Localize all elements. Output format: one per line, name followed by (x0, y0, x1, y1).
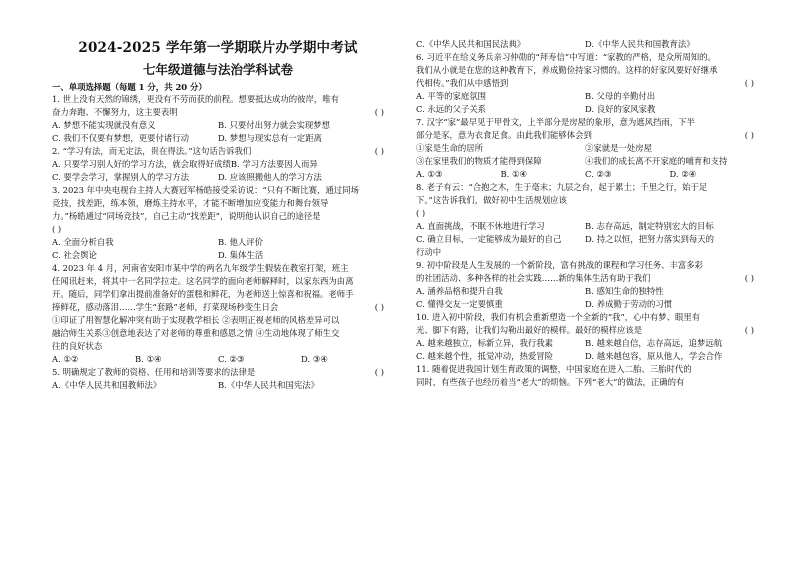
option-b: B. 越来越自信，志存高远，追梦远航 (585, 338, 723, 348)
option-b: B.《中华人民共和国宪法》 (218, 380, 319, 390)
question-8-paren: ( ) (416, 208, 426, 218)
question-8-tail: 行动中 (416, 247, 442, 257)
option-a: A. ①② (52, 354, 79, 364)
question-8-options-cd (416, 233, 754, 246)
option-a: A. 直面挑战，不眠不休地进行学习 (416, 221, 545, 231)
question-9-line-1: 9. 初中阶段是人生发展的一个新阶段，富有挑战的课程和学习任务、丰富多彩 (416, 260, 704, 270)
question-4-line-2: 任闻讯赶来，将其中一名同学拉走。这名同学的面向老师解释时，以家东西为由离 (52, 276, 354, 286)
option-d: D. ②④ (669, 169, 697, 179)
option-d: D. 越来越包容，原从他人，学会合作 (585, 351, 723, 361)
option-a: A. 梦想不能实现就没有意义 (52, 120, 156, 130)
option-c: C. 懂得交友一定要慎重 (416, 299, 503, 309)
item-2: ②家就是一处房屋 (585, 143, 652, 153)
question-7-options (416, 168, 754, 181)
option-b: B. ①④ (500, 169, 527, 179)
question-2-options-ab (52, 158, 384, 171)
exam-title: 2024-2025 学年第一学期联片办学期中考试 (78, 40, 358, 56)
question-11-line-2: 同时，有些孩子也经历着当“老大”的烦恼。下列“老大”的做法，正确的有 (416, 377, 685, 387)
option-d: D. ③④ (301, 354, 328, 364)
option-c: C. 要学会学习，掌握别人的学习方法 (52, 172, 190, 182)
option-d: D. 持之以恒，把努力落实到每天的 (585, 234, 714, 244)
option-b: B. 他人评价 (218, 237, 263, 247)
left-column (52, 0, 384, 561)
option-c: C. 永远的父子关系 (416, 104, 487, 114)
question-8-line-2: 下。”这告诉我们，做好初中生活规划应该 (416, 195, 567, 205)
question-4-options (52, 353, 384, 366)
question-7-line-2: 部分是豕，意为衣食足食。由此我们能够体会到 ( ) (416, 130, 754, 140)
question-6-line-3: 代相传。”我们从中感悟到 ( ) (416, 78, 754, 88)
question-2-line-1: 2. “学习有法，而无定法，贵在得法。”这句话告诉我们 ( ) (52, 146, 384, 156)
option-a: A. 平等的家庭氛围 (416, 91, 486, 101)
question-10-line-2: 光、脚下有路，让我们勾勒出最好的模样。最好的模样应该是 ( ) (416, 325, 754, 335)
option-b: B. 志存高远，制定特别宏大的目标 (585, 221, 714, 231)
question-4-item-line-2: 融洽师生关系③创意地表达了对老师的尊重和感恩之情 ④生动地体现了师生交 (52, 328, 340, 338)
option-a: A. 全面分析自我 (52, 237, 114, 247)
option-d: D. 应该照搬他人的学习方法 (218, 172, 322, 182)
option-a: A.《中华人民共和国教师法》 (52, 380, 162, 390)
answer-paren: ( ) (374, 146, 384, 156)
option-a: A. 只要学习别人好的学习方法，就会取得好成绩 (52, 159, 231, 169)
question-9-options-cd (416, 298, 754, 311)
option-d: D.《中华人民共和国教育法》 (585, 39, 695, 49)
option-b: B. 父母的辛勤付出 (585, 91, 656, 101)
question-4-item-line-1: ①印证了用智慧化解冲突有助于实现教学相长 ②表明正视老师的风格差异可以 (52, 315, 340, 325)
question-9-options-ab (416, 285, 754, 298)
answer-paren: ( ) (744, 130, 754, 140)
question-3-line-1: 3. 2023 年中央电视台主持人大赛冠军杨皓接受采访说：“只有不断比赛，通过同场 (52, 185, 359, 195)
question-7-line-1: 7. 汉字“家”最早见于甲骨文，上半部分是房屋的象形，意为遮风挡雨，下半 (416, 117, 695, 127)
answer-paren: ( ) (744, 325, 754, 335)
question-10-line-1: 10. 进入初中阶段，我们有机会重新塑造一个全新的“我”，心中有梦、眼里有 (416, 312, 701, 322)
item-1: ①家是生命的居所 (416, 143, 483, 153)
option-c: C. 确立目标，一定能够成为最好的自己 (416, 234, 562, 244)
question-3-options-ab (52, 236, 384, 249)
question-5-options-cd (416, 38, 754, 51)
question-5-line-1: 5. 明确规定了教师的资格、任用和培训等要求的法律是 ( ) (52, 367, 384, 377)
option-a: A. 涵养品格和提升自我 (416, 286, 503, 296)
answer-paren: ( ) (374, 107, 384, 117)
question-5-options-ab (52, 379, 384, 392)
question-8-line-1: 8. 老子有云：“合抱之木，生于毫末；九层之台，起于累土；千里之行，始于足 (416, 182, 708, 192)
option-b: B. 学习方法要因人而异 (230, 159, 318, 169)
option-a: A. ①③ (416, 169, 443, 179)
question-6-options-cd (416, 103, 754, 116)
question-7-items-12 (416, 142, 754, 155)
option-d: D. 养成勤于劳动的习惯 (585, 299, 673, 309)
option-b: B. 只要付出努力就会实现梦想 (218, 120, 330, 130)
question-6-line-1: 6. 习近平在给义务兵亲习仲勋的“拜寿信”中写道：“家教的严格，是众所周知的。 (416, 52, 716, 62)
option-c: C. ②③ (218, 354, 245, 364)
question-10-options-ab (416, 337, 754, 350)
option-c: C.《中华人民共和国民法典》 (416, 39, 526, 49)
answer-paren: ( ) (374, 302, 384, 312)
option-c: C. 社会舆论 (52, 250, 97, 260)
question-6-line-2: 我们从小就是在您的这种教育下，养成勤俭持家习惯的。这样的好家风要好好继承 (416, 65, 718, 75)
question-1-options-cd (52, 132, 384, 145)
item-3: ③在家里我们的物质才能得到保障 (416, 156, 542, 166)
option-d: D. 良好的家风家教 (585, 104, 656, 114)
question-9-line-2: 的社团活动、多种各样的社会实践……新的集体生活有助于我们 ( ) (416, 273, 754, 283)
item-4: ④我们的成长离不开家庭的哺育和支持 (585, 156, 728, 166)
question-4-line-1: 4. 2023 年 4 月，河南省安阳市某中学的两名九年级学生假装在教室打架，班主 (52, 263, 349, 273)
exam-subtitle: 七年级道德与法治学科试卷 (142, 62, 293, 77)
question-3-line-2: 竞技，找差距，练本领，磨炼主持水平，才能不断增加应变能力和舞台领导 (52, 198, 329, 208)
question-1-line-1: 1. 世上没有天然的锦绣，更没有不劳而获的前程。想要抵达成功的彼岸，唯有 (52, 94, 340, 104)
option-b: B. ①④ (135, 354, 162, 364)
option-c: C. ②③ (585, 169, 612, 179)
section-heading: 一、单项选择题（每题 1 分，共 20 分） (52, 82, 207, 92)
question-3-line-3: 力。”杨皓通过“同场竞技”，自己主动“找差距”，说明他认识自己的途径是 (52, 211, 321, 221)
question-7-items-34 (416, 155, 754, 168)
right-column (416, 0, 754, 561)
question-3-options-cd (52, 249, 384, 262)
question-4-item-line-3: 往的良好状态 (52, 341, 103, 351)
question-3-paren: ( ) (52, 224, 62, 234)
question-8-options-ab (416, 220, 754, 233)
option-c: C. 我们不仅要有梦想，更要付诸行动 (52, 133, 190, 143)
question-2-options-cd (52, 171, 384, 184)
option-b: B. 感知生命的独特性 (585, 286, 664, 296)
question-10-options-cd (416, 350, 754, 363)
question-6-options-ab (416, 90, 754, 103)
option-d: D. 集体生活 (218, 250, 264, 260)
option-a: A. 越来越独立，标新立异，我行我素 (416, 338, 553, 348)
answer-paren: ( ) (744, 273, 754, 283)
question-4-line-4: 捧鲜花，感动落泪……学生“套路”老师，打菜现场秒变生日会 ( ) (52, 302, 384, 312)
question-1-options-ab (52, 119, 384, 132)
option-c: C. 越来越个性，抵觉冲动，热爱冒险 (416, 351, 554, 361)
question-4-line-3: 开。随后，同学们拿出提前准备好的蛋糕和鲜花，为老师送上惊喜和祝福。老师手 (52, 289, 354, 299)
answer-paren: ( ) (374, 367, 384, 377)
option-d: D. 梦想与现实总有一定距离 (218, 133, 322, 143)
question-11-line-1: 11. 随着促进我国计划生育政策的调整，中国家庭在进入二胎、三胎时代的 (416, 364, 692, 374)
question-1-line-2: 奋力奔跑、不懈努力，这主要表明 ( ) (52, 107, 384, 117)
answer-paren: ( ) (744, 78, 754, 88)
